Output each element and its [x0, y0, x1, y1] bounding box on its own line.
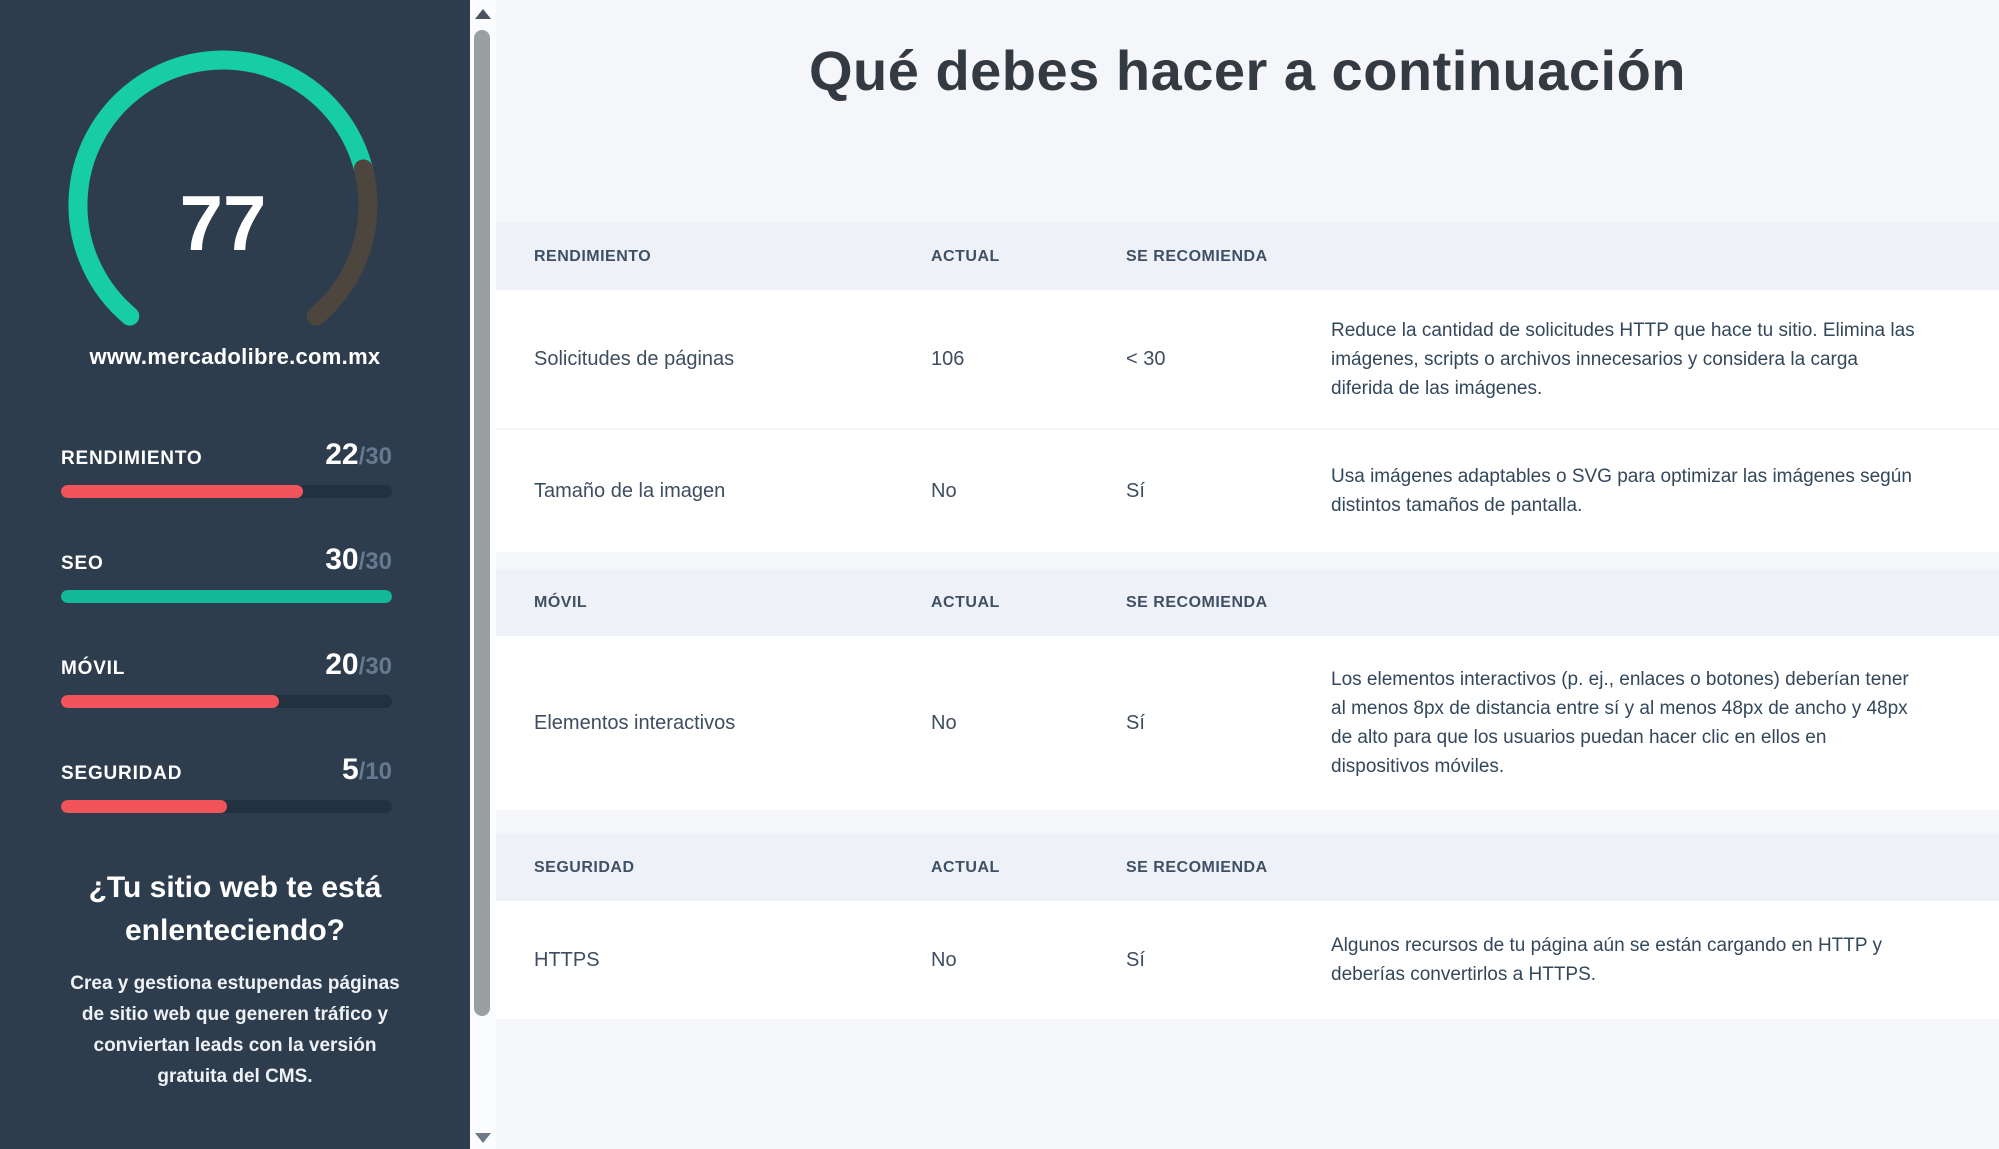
- column-header-recommended: SE RECOMIENDA: [1126, 858, 1268, 876]
- score-gauge: [58, 40, 388, 370]
- column-header-section: RENDIMIENTO: [534, 247, 652, 265]
- column-header-section: MÓVIL: [534, 593, 588, 611]
- row-recommended: Sí: [1126, 479, 1145, 502]
- table-row: [496, 428, 1999, 552]
- table-row: [496, 636, 1999, 810]
- metric-bar-fill: [61, 695, 279, 708]
- metric-seo: [61, 543, 392, 603]
- page-title: Qué debes hacer a continuación: [808, 39, 1686, 102]
- metric-bar-track: [61, 695, 392, 708]
- column-header-actual: ACTUAL: [931, 593, 1000, 611]
- recommendations-table: [496, 223, 1999, 1019]
- row-description: Usa imágenes adaptables o SVG para optimizar las imágenes según distintos tamaños de pantalla.: [1331, 466, 1912, 516]
- metric-max: /30: [358, 548, 392, 575]
- row-label: Solicitudes de páginas: [534, 347, 735, 370]
- section-header-rendimiento: [496, 223, 1999, 290]
- recommendations-panel: [496, 0, 1999, 1149]
- row-actual: No: [931, 711, 957, 734]
- row-recommended: Sí: [1126, 948, 1145, 971]
- metric-bar-fill: [61, 590, 392, 603]
- metric-bar-track: [61, 590, 392, 603]
- row-label: Elementos interactivos: [534, 711, 736, 734]
- scroll-up-arrow-icon[interactable]: [475, 9, 491, 19]
- metric-bar-fill: [61, 800, 227, 813]
- metric-value: 22: [325, 438, 359, 471]
- row-description: Los elementos interactivos (p. ej., enlaces o botones) deberían tener al menos 8px de distancia entre sí y al menos 48px de ancho y 48px de alto para que los usuarios puedan hacer clic en ellos en dispositivos móviles.: [1331, 669, 1909, 777]
- metric-seguridad: [61, 753, 392, 813]
- metric-value: 5: [341, 753, 359, 786]
- row-actual: No: [931, 479, 957, 502]
- row-recommended: Sí: [1126, 711, 1145, 734]
- metric-bar-track: [61, 485, 392, 498]
- metric-value: 30: [325, 543, 359, 576]
- row-actual: No: [931, 948, 957, 971]
- metric-rendimiento: [61, 438, 392, 498]
- column-header-recommended: SE RECOMIENDA: [1126, 247, 1268, 265]
- column-header-actual: ACTUAL: [931, 247, 1000, 265]
- row-description: Reduce la cantidad de solicitudes HTTP que hace tu sitio. Elimina las imágenes, scripts o archivos innecesarios y considera la carga diferida de las imágenes.: [1331, 319, 1915, 399]
- section-header-seguridad: [496, 834, 1999, 901]
- row-label: Tamaño de la imagen: [534, 479, 726, 502]
- metric-bar-track: [61, 800, 392, 813]
- column-header-section: SEGURIDAD: [534, 858, 635, 876]
- metric-label: RENDIMIENTO: [61, 448, 203, 469]
- metric-label: SEO: [61, 553, 104, 574]
- scroll-down-arrow-icon[interactable]: [475, 1133, 491, 1143]
- metric-value: 20: [325, 648, 359, 681]
- table-row: [496, 901, 1999, 1019]
- row-label: HTTPS: [534, 948, 600, 971]
- metric-movil: [61, 648, 392, 708]
- metric-max: /30: [358, 653, 392, 680]
- gauge-arc-icon: [58, 40, 388, 370]
- cms-promo: [0, 866, 470, 1092]
- score-sidebar: [0, 0, 470, 1149]
- metric-label: SEGURIDAD: [61, 763, 183, 784]
- row-actual: 106: [931, 347, 965, 370]
- vertical-scrollbar[interactable]: [470, 0, 496, 1149]
- metric-label: MÓVIL: [61, 658, 126, 679]
- metric-max: /30: [358, 443, 392, 470]
- scrollbar-thumb[interactable]: [474, 30, 490, 1016]
- row-recommended: < 30: [1126, 347, 1166, 370]
- column-header-recommended: SE RECOMIENDA: [1126, 593, 1268, 611]
- metric-list: [61, 438, 392, 858]
- metric-max: /10: [358, 758, 392, 785]
- section-header-movil: [496, 569, 1999, 636]
- overall-score: 77: [179, 179, 267, 267]
- table-row: [496, 290, 1999, 428]
- site-url: www.mercadolibre.com.mx: [89, 344, 381, 369]
- column-header-actual: ACTUAL: [931, 858, 1000, 876]
- metric-bar-fill: [61, 485, 303, 498]
- promo-body: Crea y gestiona estupendas páginas de sitio web que generen tráfico y conviertan leads con la versión gratuita del CMS.: [70, 973, 400, 1087]
- row-description: Algunos recursos de tu página aún se están cargando en HTTP y deberías convertirlos a HTTPS.: [1331, 935, 1882, 985]
- promo-title: ¿Tu sitio web te está enlenteciendo?: [88, 871, 382, 947]
